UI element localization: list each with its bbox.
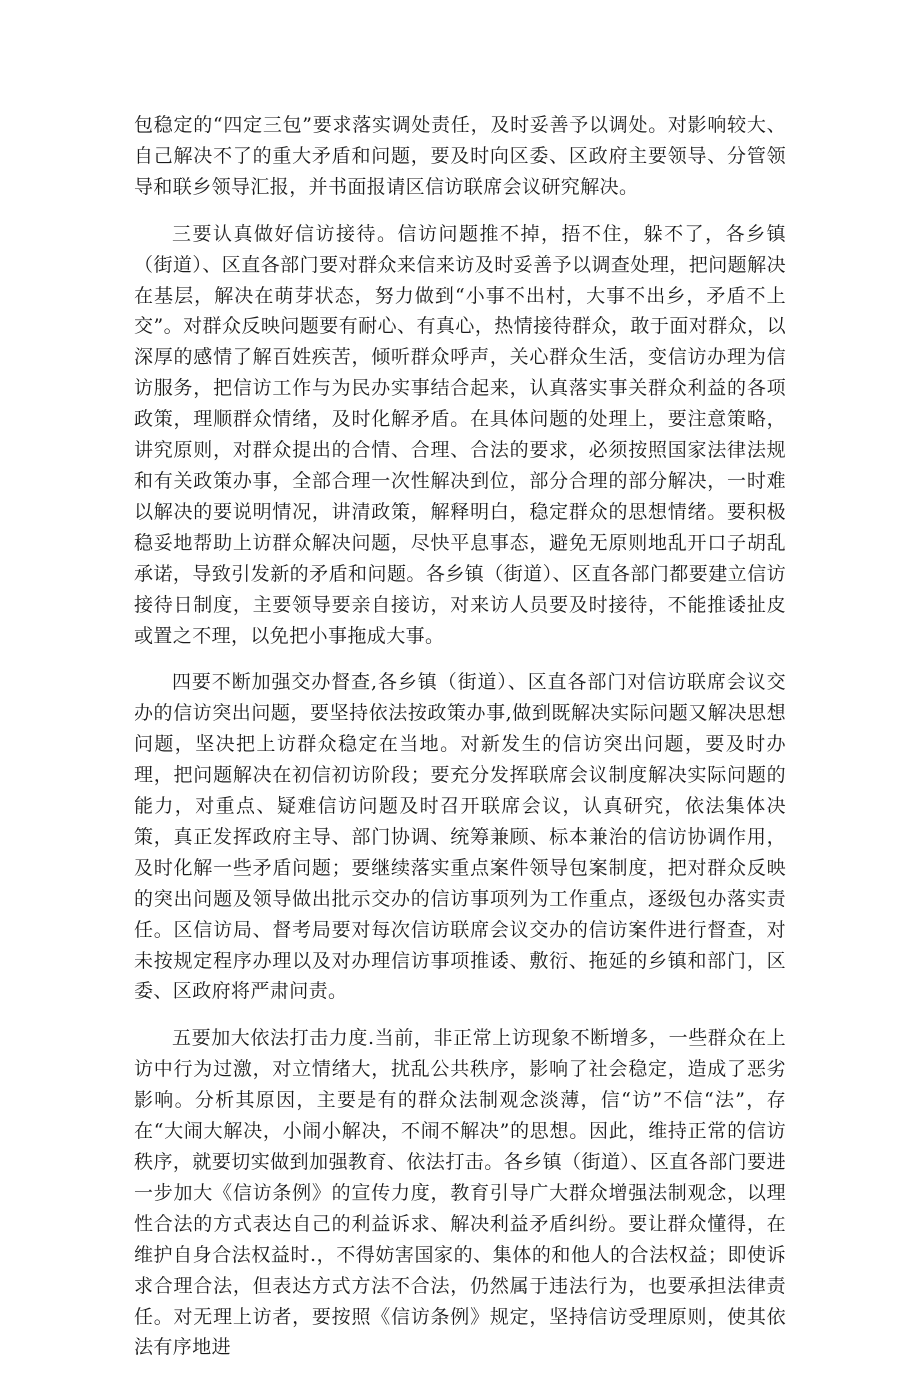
paragraph-supervision: 四要不断加强交办督查,各乡镇（街道）、区直各部门对信访联席会议交办的信访突出问题，要坚持依法按政策办事,做到既解决实际问题又解决思想问题，坚决把上访群众稳定在当地。对新发生的信访突出问题，要及时办理，把问题解决在初信初访阶段；要充分发挥联席会议制度解决实际问题的能力，对重点、疑难信访问题及时召开联席会议，认真研究，依法集体决策，真正发挥政府主导、部门协调、统筹兼顾、标本兼治的信访协调作用，及时化解一些矛盾问题；要继续落实重点案件领导包案制度，把对群众反映的突出问题及领导做出批示交办的信访事项列为工作重点，逐级包办落实责任。区信访局、督考局要对每次信访联席会议交办的信访案件进行督查，对未按规定程序办理以及对办理信访事项推诿、敷衍、拖延的乡镇和部门，区委、区政府将严肃问责。 [134, 671, 786, 1003]
paragraph-enforcement: 五要加大依法打击力度.当前，非正常上访现象不断增多，一些群众在上访中行为过激，对立情绪大，扰乱公共秩序，影响了社会稳定，造成了恶劣影响。分析其原因，主要是有的群众法制观念淡薄，信“访”不信“法”，存在“大闹大解决，小闹小解决，不闹不解决”的思想。因此，维持正常的信访秩序，就要切实做到加强教育、依法打击。各乡镇（街道）、区直各部门要进一步加大《信访条例》的宣传力度，教育引导广大群众增强法制观念，以理性合法的方式表达自己的利益诉求、解决利益矛盾纠纷。要让群众懂得，在维护自身合法权益时.，不得妨害国家的、集体的和他人的合法权益；即使诉求合理合法，但表达方式方法不合法，仍然属于违法行为，也要承担法律责任。对无理上访者，要按照《信访条例》规定，坚持信访受理原则，使其依法有序地进 [134, 1027, 786, 1359]
paragraph-reception: 三要认真做好信访接待。信访问题推不掉，捂不住，躲不了，各乡镇（街道）、区直各部门要对群众来信来访及时妥善予以调查处理，把问题解决在基层，解决在萌芽状态，努力做到“小事不出村，大事不出乡，矛盾不上交”。对群众反映问题要有耐心、有真心，热情接待群众，敢于面对群众，以深厚的感情了解百姓疾苦，倾听群众呼声，关心群众生活，变信访办理为信访服务，把信访工作与为民办实事结合起来，认真落实事关群众利益的各项政策，理顺群众情绪，及时化解矛盾。在具体问题的处理上，要注意策略，讲究原则，对群众提出的合情、合理、合法的要求，必须按照国家法律法规和有关政策办事，全部合理一次性解决到位，部分合理的部分解决，一时难以解决的要说明情况，讲清政策，解释明白，稳定群众的思想情绪。要积极稳妥地帮助上访群众解决问题，尽快平息事态，避免无原则地乱开口子胡乱承诺，导致引发新的矛盾和问题。各乡镇（街道）、区直各部门都要建立信访接待日制度，主要领导要亲自接访，对来访人员要及时接待，不能推诿扯皮或置之不理，以免把小事拖成大事。 [134, 222, 786, 647]
paragraph-continuation: 包稳定的“四定三包”要求落实调处责任，及时妥善予以调处。对影响较大、自己解决不了的重大矛盾和问题，要及时向区委、区政府主要领导、分管领导和联乡领导汇报，并书面报请区信访联席会议研究解决。 [134, 114, 786, 198]
document-page [134, 110, 786, 1379]
